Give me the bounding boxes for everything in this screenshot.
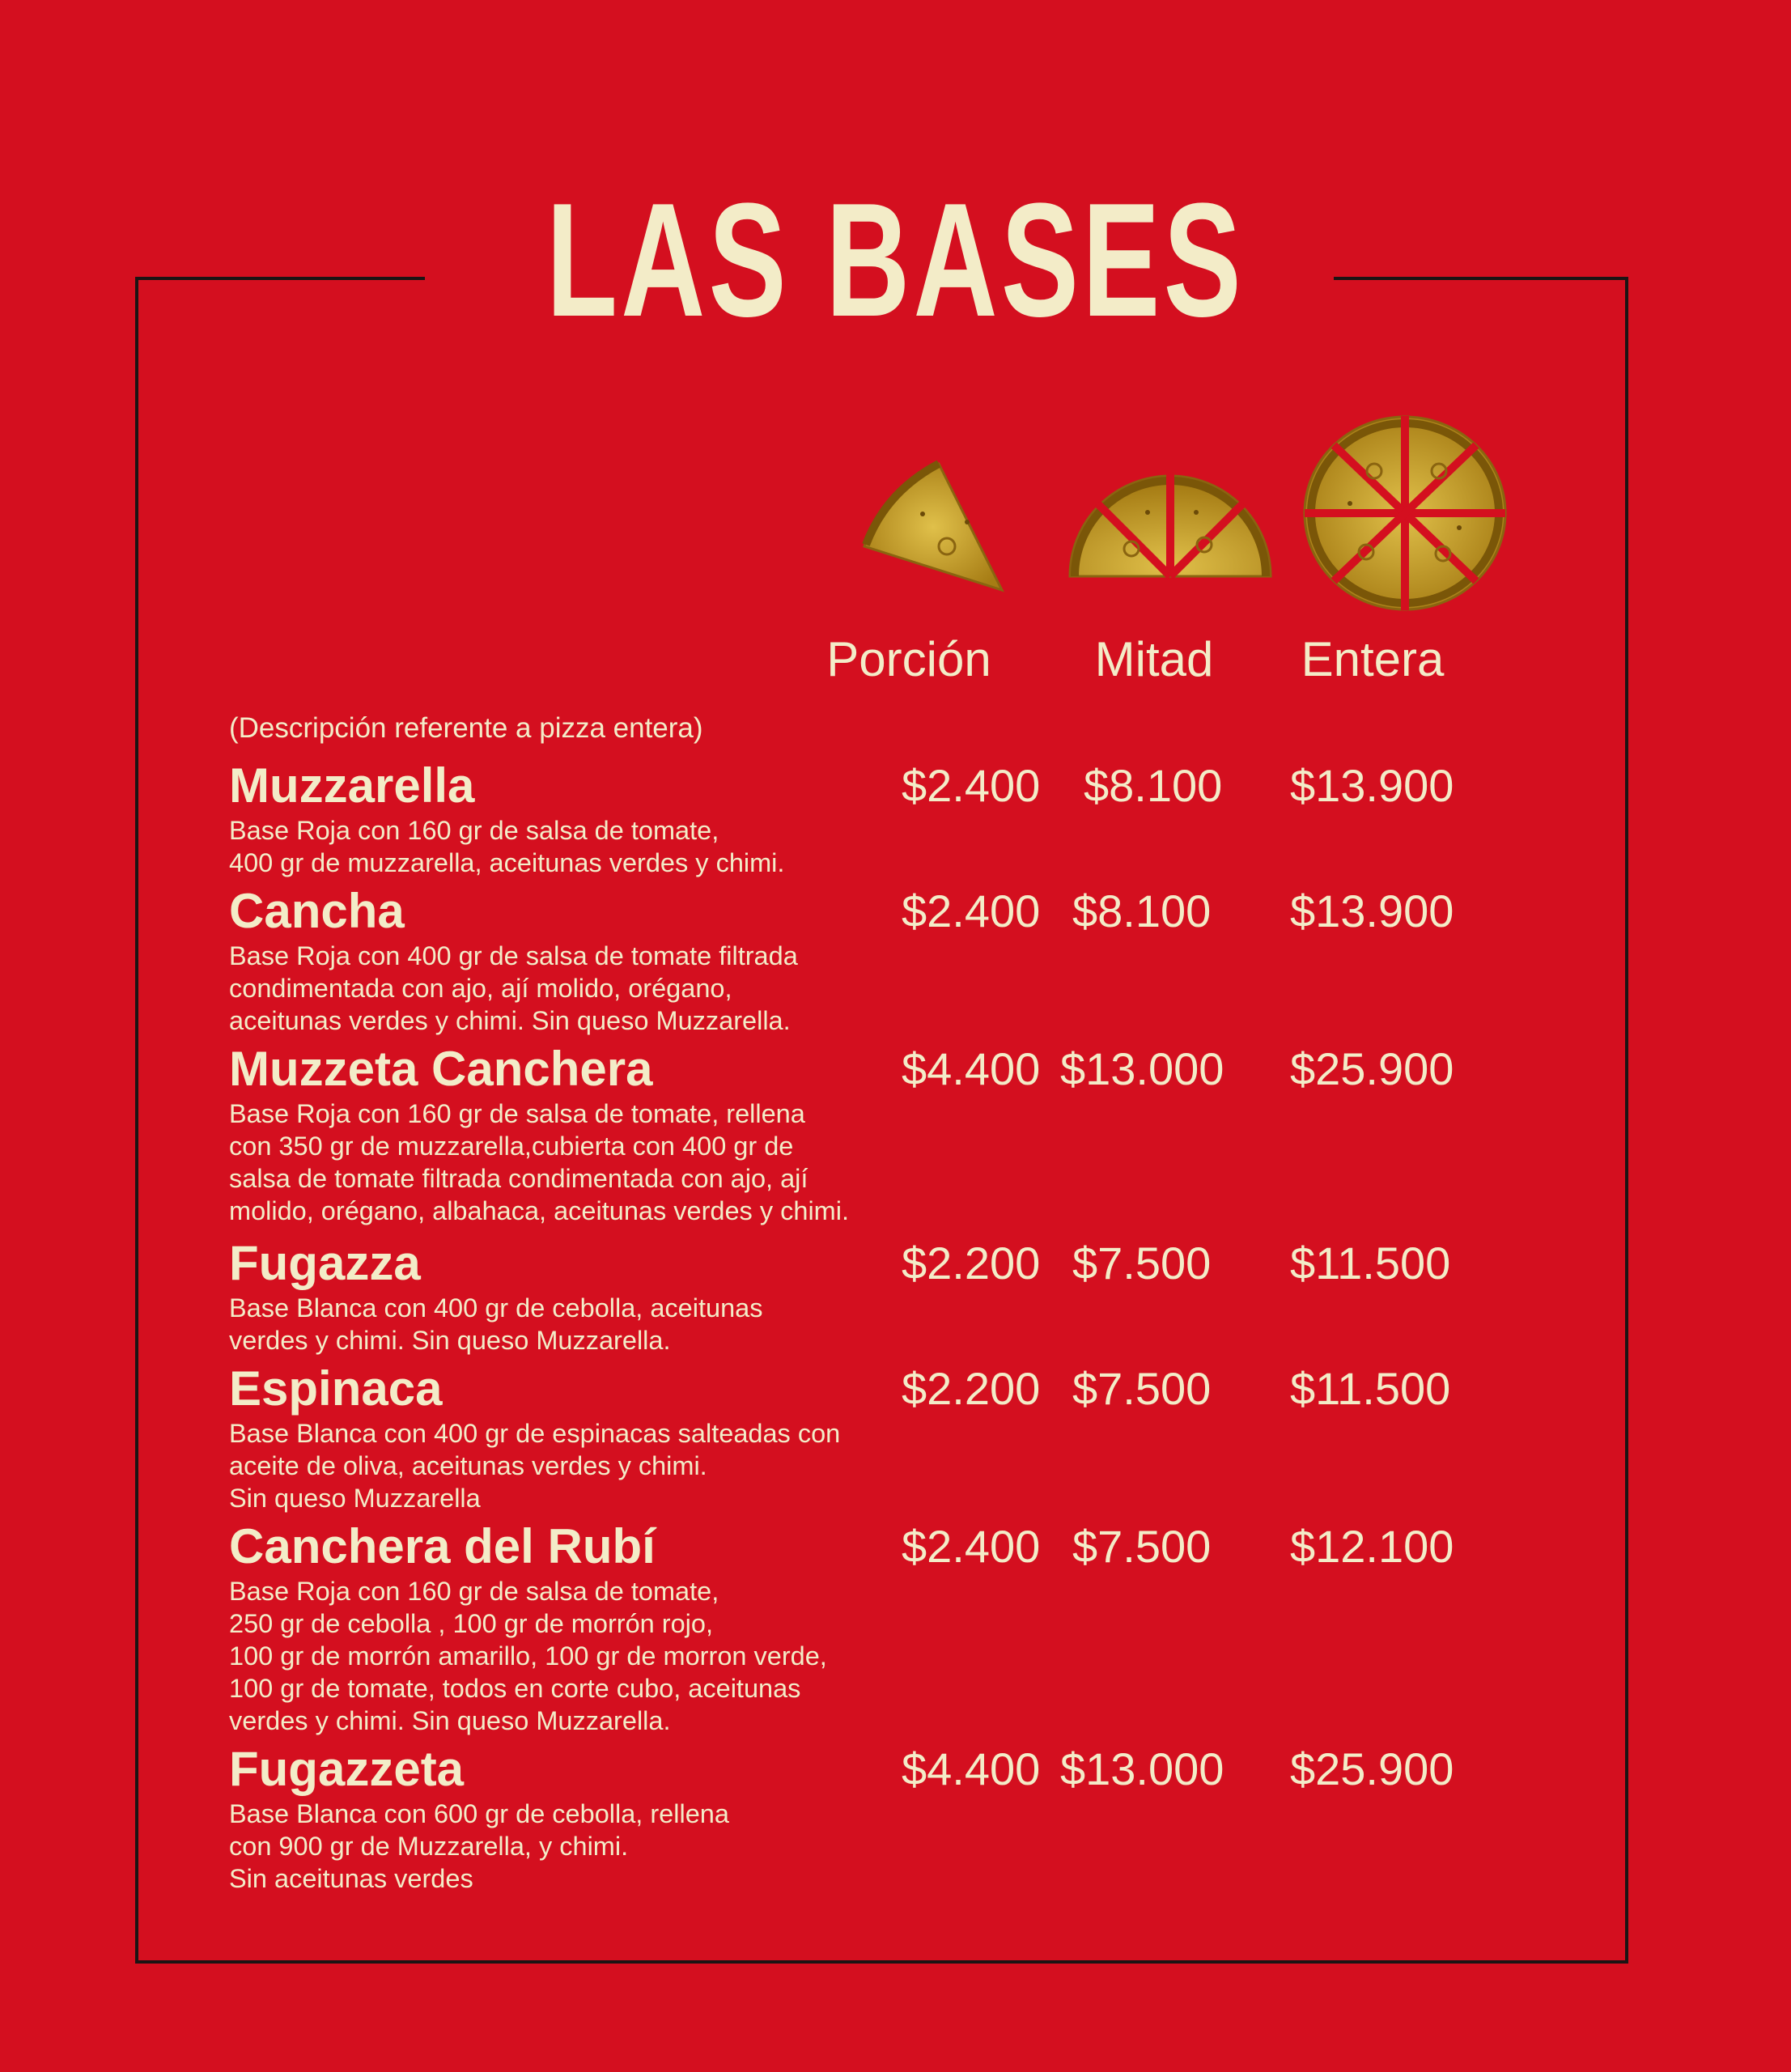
item-description-line: molido, orégano, albahaca, aceitunas verdes y chimi.	[229, 1196, 849, 1225]
price-portion: $4.400	[902, 1743, 1041, 1794]
item-description-line: Base Blanca con 600 gr de cebolla, rellena	[229, 1799, 729, 1828]
item-description-line: Base Blanca con 400 gr de espinacas salteadas con	[229, 1419, 841, 1448]
item-name: Fugazzeta	[229, 1742, 465, 1796]
item-description-line: 100 gr de morrón amarillo, 100 gr de morron verde,	[229, 1641, 827, 1671]
price-half: $7.500	[1072, 1238, 1212, 1289]
price-half: $7.500	[1072, 1363, 1212, 1414]
frame-left	[135, 277, 138, 1964]
item-description-line: Base Roja con 160 gr de salsa de tomate, rellena	[229, 1099, 805, 1128]
price-portion: $2.400	[902, 760, 1041, 811]
item-description-line: Base Blanca con 400 gr de cebolla, aceitunas	[229, 1293, 763, 1323]
menu-item	[229, 1518, 893, 1737]
price-whole: $12.100	[1290, 1521, 1454, 1572]
price-half: $8.100	[1084, 760, 1223, 811]
menu-item	[229, 1041, 893, 1227]
price-half: $13.000	[1060, 1743, 1224, 1794]
column-header-portion: Porción	[826, 632, 991, 686]
frame-right	[1625, 277, 1628, 1964]
item-description-line: aceite de oliva, aceitunas verdes y chimi.	[229, 1451, 707, 1480]
item-description-line: Sin queso Muzzarella	[229, 1484, 481, 1513]
price-half: $7.500	[1072, 1521, 1212, 1572]
price-portion: $2.400	[902, 885, 1041, 936]
item-description	[229, 940, 893, 1037]
item-name: Espinaca	[229, 1361, 443, 1416]
price-whole: $25.900	[1290, 1043, 1454, 1094]
item-description-line: 400 gr de muzzarella, aceitunas verdes y chimi.	[229, 848, 785, 877]
item-name: Muzzeta Canchera	[229, 1042, 653, 1096]
price-half: $8.100	[1072, 885, 1212, 936]
price-whole: $13.900	[1290, 760, 1454, 811]
description-note: (Descripción referente a pizza entera)	[229, 712, 703, 744]
item-description-line: con 900 gr de Muzzarella, y chimi.	[229, 1832, 629, 1861]
item-description-line: verdes y chimi. Sin queso Muzzarella.	[229, 1706, 671, 1735]
item-description-line: salsa de tomate filtrada condimentada con ajo, ají	[229, 1164, 808, 1193]
column-header-whole: Entera	[1301, 632, 1445, 686]
price-whole: $11.500	[1290, 1238, 1451, 1289]
price-half: $13.000	[1060, 1043, 1224, 1094]
item-description-line: 100 gr de tomate, todos en corte cubo, aceitunas	[229, 1674, 801, 1703]
item-description-line: 250 gr de cebolla , 100 gr de morrón rojo,	[229, 1609, 713, 1638]
pizza-slice-icon	[858, 457, 1012, 595]
item-description	[229, 814, 893, 879]
column-header-half: Mitad	[1094, 632, 1214, 686]
item-description-line: Base Roja con 400 gr de salsa de tomate filtrada	[229, 941, 798, 970]
page-title: LAS BASES	[545, 170, 1246, 350]
item-description	[229, 1575, 893, 1737]
half-pizza-icon	[1067, 468, 1274, 581]
menu-item	[229, 883, 893, 1037]
price-whole: $13.900	[1290, 885, 1454, 936]
price-portion: $4.400	[902, 1043, 1041, 1094]
price-whole: $25.900	[1290, 1743, 1454, 1794]
menu-item	[229, 758, 893, 879]
price-portion: $2.200	[902, 1363, 1041, 1414]
item-name: Cancha	[229, 884, 405, 938]
frame-bottom	[135, 1960, 1628, 1964]
item-name: Canchera del Rubí	[229, 1519, 656, 1573]
item-name: Fugazza	[229, 1236, 421, 1290]
menu-item	[229, 1741, 893, 1895]
price-portion: $2.200	[902, 1238, 1041, 1289]
item-description-line: verdes y chimi. Sin queso Muzzarella.	[229, 1326, 671, 1355]
item-description	[229, 1292, 893, 1357]
price-portion: $2.400	[902, 1521, 1041, 1572]
item-description	[229, 1417, 893, 1514]
price-whole: $11.500	[1290, 1363, 1451, 1414]
item-description-line: Sin aceitunas verdes	[229, 1864, 473, 1893]
item-description-line: aceitunas verdes y chimi. Sin queso Muzzarella.	[229, 1006, 791, 1035]
whole-pizza-icon	[1301, 414, 1509, 613]
item-description-line: condimentada con ajo, ají molido, orégano,	[229, 974, 732, 1003]
item-description	[229, 1798, 893, 1895]
item-description	[229, 1098, 893, 1227]
item-description-line: con 350 gr de muzzarella,cubierta con 400 gr de	[229, 1132, 794, 1161]
item-name: Muzzarella	[229, 758, 475, 813]
item-description-line: Base Roja con 160 gr de salsa de tomate,	[229, 1577, 719, 1606]
menu-item	[229, 1235, 893, 1357]
item-description-line: Base Roja con 160 gr de salsa de tomate,	[229, 816, 719, 845]
menu-item	[229, 1361, 893, 1514]
